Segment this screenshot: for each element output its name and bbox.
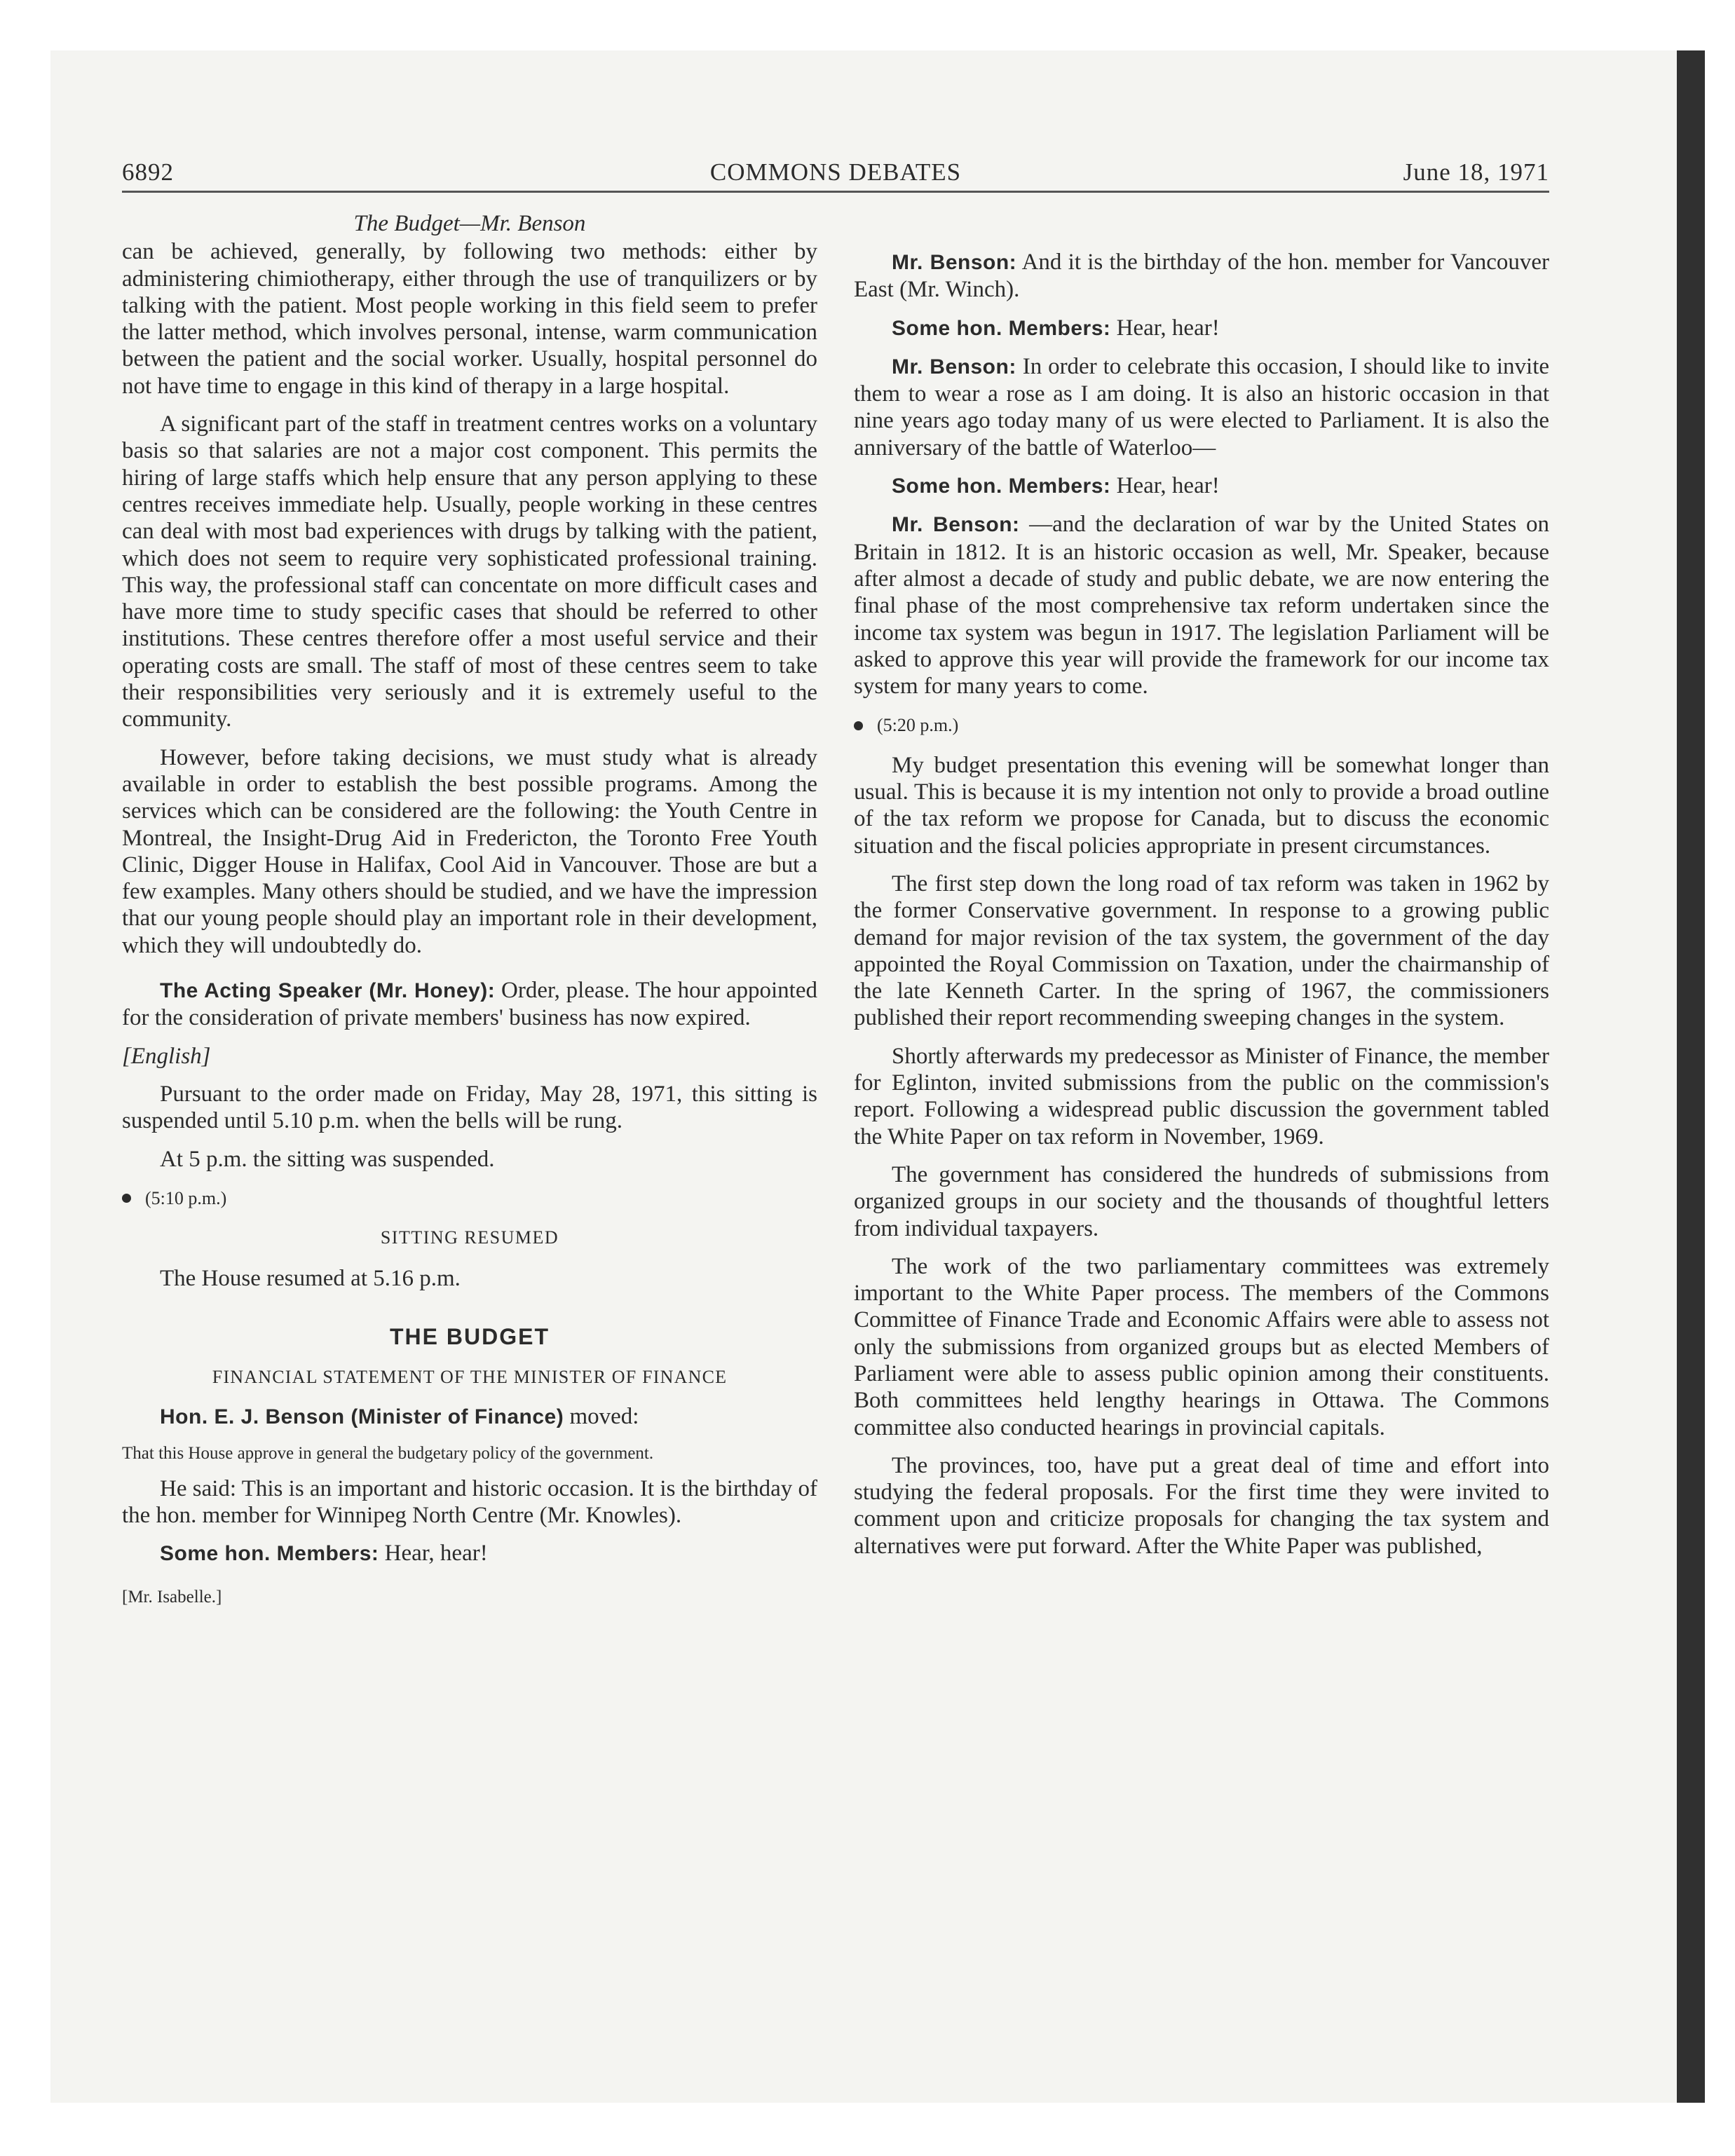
- speaker-paragraph: [854, 511, 1549, 700]
- speech-text: Hear, hear!: [384, 1541, 488, 1567]
- paragraph: The first step down the long road of tax reform was taken in 1962 by the former Conservative government. In response to a growing public demand for major revision of the tax system, the government of the day appointed the Royal Commission on Taxation, under the chairmanship of the late Kenneth Carter. In the spring of 1967, the commissioners published their report recommending sweeping changes in the system.: [854, 871, 1549, 1031]
- speech-text: Hear, hear!: [1116, 315, 1220, 341]
- speaker-name: Hon. E. J. Benson (Minister of Finance): [160, 1405, 564, 1429]
- speech-text: Order, please. The hour appointed for the consideration of private members' business has now expired.: [122, 978, 817, 1031]
- publication-title: COMMONS DEBATES: [709, 158, 962, 186]
- speaker-paragraph: [854, 472, 1549, 500]
- speaker-name: The Acting Speaker (Mr. Honey):: [160, 979, 496, 1003]
- paragraph: At 5 p.m. the sitting was suspended.: [160, 1146, 495, 1172]
- paragraph: The House resumed at 5.16 p.m.: [160, 1266, 461, 1292]
- paragraph: can be achieved, generally, by following two methods: either by administering chimiotherapy, either through the use of tranquilizers or by talking with the patient. Most people working in this field seem to prefer the latter method, which involves personal, intense, warm communication between the patient and the social worker. Usually, hospital personnel do not have time to engage in this kind of therapy in a large hospital.: [122, 239, 817, 399]
- speaker-paragraph: [854, 249, 1549, 303]
- speaker-paragraph: [854, 353, 1549, 461]
- page-date: June 18, 1971: [1403, 158, 1549, 186]
- paragraph: The work of the two parliamentary committees was extremely important to the White Paper process. The members of the Commons Committee of Finance Trade and Economic Affairs were able to assess not only the submissions from organized groups but as elected Members of Parliament were able to assess public opinion among their constituents. Both committees held lengthy hearings in Ottawa. The Commons committee also conducted hearings in provincial capitals.: [854, 1253, 1549, 1440]
- paragraph: He said: This is an important and historic occasion. It is the birthday of the hon. member for Winnipeg North Centre (Mr. Knowles).: [122, 1475, 817, 1528]
- paragraph: Shortly afterwards my predecessor as Minister of Finance, the member for Eglinton, invited submissions from the public on the commission's report. Following a widespread public discussion the government tabled the White Paper on tax reform in November, 1969.: [854, 1043, 1549, 1149]
- time-label: (5:10 p.m.): [145, 1187, 227, 1208]
- section-caption: SITTING RESUMED: [380, 1227, 559, 1248]
- speech-text: —and the declaration of war by the United States on Britain in 1812. It is an historic occasion as well, Mr. Speaker, because after almost a decade of study and public debate, we are now entering the final phase of the most comprehensive tax reform undertaken since the income tax system was begun in 1917. The legislation Parliament will be asked to approve this year will provide the framework for our income tax system for many years to come.: [854, 512, 1549, 700]
- speaker-paragraph: [122, 977, 817, 1032]
- speaker-name: Some hon. Members:: [892, 316, 1111, 340]
- speaker-name: Some hon. Members:: [892, 475, 1111, 498]
- page-number: 6892: [122, 158, 174, 186]
- paragraph: The government has considered the hundreds of submissions from organized groups in our society and the thousands of thoughtful letters from individual taxpayers.: [854, 1161, 1549, 1241]
- motion-text: That this House approve in general the budgetary policy of the government.: [122, 1443, 654, 1463]
- running-head: The Budget—Mr. Benson: [353, 211, 586, 236]
- speaker-name: Mr. Benson:: [892, 355, 1016, 378]
- speech-text: moved:: [569, 1404, 639, 1430]
- scan-edge-bar: [1677, 50, 1705, 2103]
- section-subtitle: FINANCIAL STATEMENT OF THE MINISTER OF FINANCE: [212, 1366, 728, 1387]
- language-tag: [English]: [122, 1043, 211, 1069]
- footnote: [Mr. Isabelle.]: [122, 1588, 222, 1607]
- paragraph: My budget presentation this evening will be somewhat longer than usual. This is because it is my intention not only to provide a broad outline of the tax reform we propose for Canada, but to discuss the economic situation and the fiscal policies appropriate in present circumstances.: [854, 752, 1549, 859]
- speech-text: In order to celebrate this occasion, I should like to invite them to wear a rose as I am doing. It is also an historic occasion in that nine years ago today many of us were elected to Parliament. It is also the anniversary of the battle of Waterloo—: [854, 353, 1550, 460]
- paragraph: A significant part of the staff in treatment centres works on a voluntary basis so that salaries are not a major cost component. This permits the hiring of large staffs which help ensure that any person applying to these centres receives immediate help. Usually, people working in these centres can deal with most bad experiences with drugs by talking with the patient, which does not seem to require very sophisticated professional training. This way, the professional staff can concentate on more difficult cases and have more time to study specific cases that should be referred to other institutions. These centres therefore offer a most useful service and their operating costs are small. The staff of most of these centres seem to take their responsibilities very seriously and it is extremely useful to the community.: [122, 411, 817, 732]
- paragraph: However, before taking decisions, we must study what is already available in order to establish the best possible programs. Among the services which can be considered are the following: the Youth Centre in Montreal, the Insight-Drug Aid in Fredericton, the Toronto Free Youth Clinic, Digger House in Halifax, Cool Aid in Vancouver. Those are but a few examples. Many others should be studied, and we have the impression that our young people should play an important role in their development, which they will undoubtedly do.: [122, 744, 817, 958]
- bullet-icon: [122, 1194, 131, 1203]
- speech-text: And it is the birthday of the hon. member for Vancouver East (Mr. Winch).: [854, 250, 1550, 303]
- speaker-paragraph: [122, 1540, 817, 1567]
- page-header: [122, 153, 1549, 193]
- speaker-name: Some hon. Members:: [160, 1542, 379, 1566]
- speaker-paragraph: [854, 315, 1549, 342]
- speaker-paragraph: [122, 1403, 817, 1431]
- paragraph: The provinces, too, have put a great deal of time and effort into studying the federal proposals. For the first time they were invited to comment upon and criticize proposals for changing the tax system and alternatives were put forward. After the White Paper was published,: [854, 1452, 1549, 1559]
- time-label: (5:20 p.m.): [877, 715, 959, 736]
- left-column: [122, 210, 817, 1611]
- section-title: THE BUDGET: [390, 1323, 550, 1349]
- speaker-name: Mr. Benson:: [892, 251, 1017, 274]
- right-column: [854, 249, 1549, 1571]
- speech-text: Hear, hear!: [1116, 473, 1220, 499]
- time-marker: [854, 712, 1549, 739]
- paragraph: Pursuant to the order made on Friday, May 28, 1971, this sitting is suspended until 5.10 p.m. when the bells will be rung.: [122, 1081, 817, 1134]
- speaker-name: Mr. Benson:: [892, 513, 1020, 537]
- bullet-icon: [854, 721, 863, 730]
- time-marker: [122, 1185, 817, 1212]
